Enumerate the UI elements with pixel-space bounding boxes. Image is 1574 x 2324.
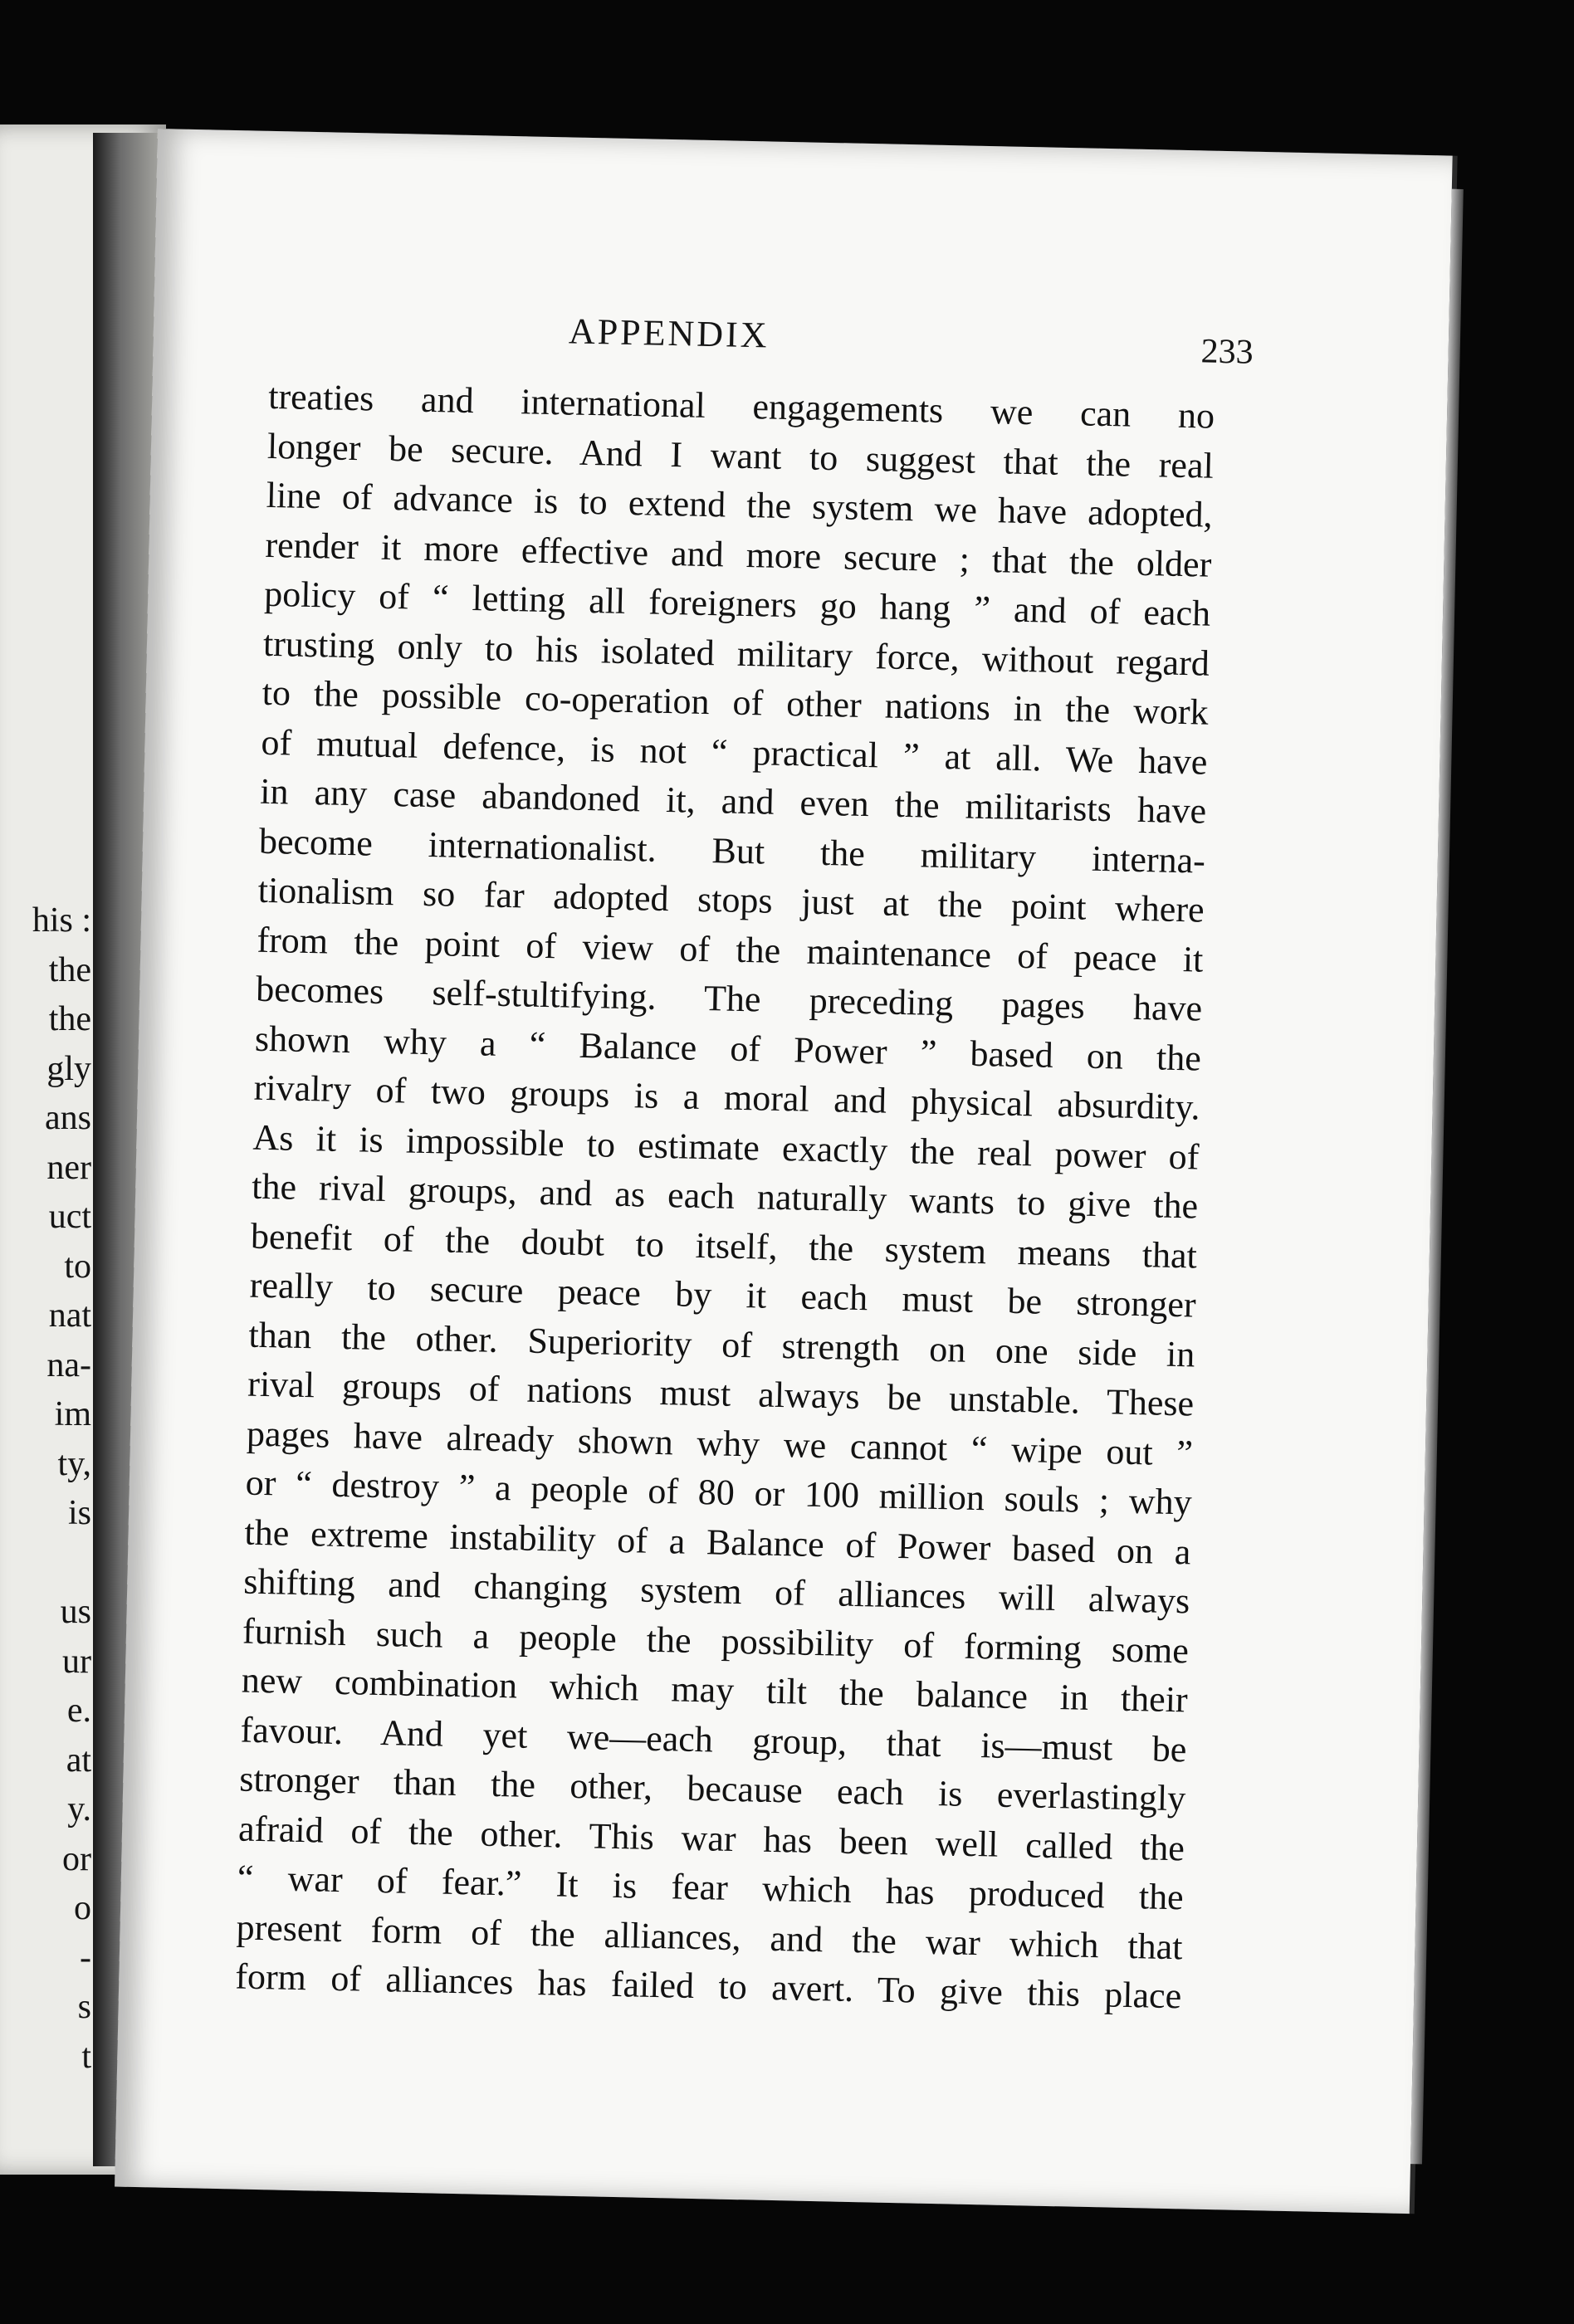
text-line: shifting and changing system of alliances will always [242, 1560, 1190, 1622]
text-line: of mutual defence, is not “ practical ” at all. We have [261, 721, 1208, 783]
text-line: rival groups of nations must always be unstable. These [247, 1363, 1195, 1424]
text-line: new combination which may tilt the balance in their [241, 1659, 1189, 1721]
text-line: stronger than the other, because each is everlastingly [238, 1758, 1186, 1819]
previous-page-fragment: - [80, 1938, 91, 1977]
text-line: to the possible co-operation of other nations in the work [262, 671, 1210, 733]
previous-page-fragment: us [60, 1593, 91, 1631]
text-line: the rival groups, and as each naturally wants to give the [251, 1165, 1199, 1227]
text-line: form of alliances has failed to avert. To give this place [234, 1955, 1182, 2017]
text-line: or “ destroy ” a people of 80 or 100 million souls ; why [245, 1462, 1193, 1523]
text-line: benefit of the doubt to itself, the system means that [250, 1215, 1198, 1277]
text-line: tionalism so far adopted stops just at the point where [257, 869, 1205, 930]
text-line: shown why a “ Balance of Power ” based on the [254, 1018, 1202, 1079]
text-line: the extreme instability of a Balance of Power based on a [244, 1511, 1191, 1572]
text-line: afraid of the other. This war has been well called the [237, 1807, 1185, 1868]
previous-page-fragment [0, 1539, 91, 1589]
previous-page-fragment: ans [45, 1099, 91, 1137]
previous-page-fragment: s [77, 1988, 91, 2026]
previous-page-fragment: y. [67, 1790, 91, 1828]
text-line: than the other. Superiority of strength on one side in [248, 1314, 1195, 1374]
text-line: becomes self-stultifying. The preceding pages have [255, 968, 1203, 1029]
text-line: become internationalist. But the military interna- [258, 820, 1206, 881]
previous-page-fragment: e. [66, 1692, 91, 1730]
previous-page-fragment: the [48, 950, 91, 989]
text-line: favour. And yet we—each group, that is—must be [240, 1709, 1187, 1770]
text-line: rivalry of two groups is a moral and physical absurdity. [253, 1067, 1201, 1128]
previous-page-fragment: or [62, 1839, 91, 1878]
page-number: 233 [1200, 332, 1254, 372]
book-page [115, 129, 1453, 2214]
text-line: trusting only to his isolated military force, without regard [262, 622, 1210, 684]
previous-page-fragment: at [66, 1741, 91, 1780]
previous-page-fragment: o [74, 1889, 91, 1927]
text-line: As it is impossible to estimate exactly the real power of [252, 1116, 1200, 1178]
text-line: present form of the alliances, and the war which that [236, 1906, 1183, 1967]
previous-page-fragment: ur [62, 1642, 91, 1681]
page-edge-shadow [1410, 189, 1464, 2165]
running-head: APPENDIX [568, 310, 770, 356]
previous-page-fragment: his : [32, 901, 91, 940]
text-line: pages have already shown why we cannot “ wipe out ” [246, 1413, 1194, 1473]
previous-page-fragment: ner [46, 1148, 91, 1187]
previous-page-fragment: im [54, 1395, 91, 1433]
text-line: furnish such a people the possibility of forming some [242, 1610, 1190, 1671]
previous-page-fragment: is [67, 1494, 91, 1532]
previous-page-fragment: to [64, 1247, 91, 1286]
text-line: longer be secure. And I want to suggest that the real [266, 425, 1215, 486]
text-line: from the point of view of the maintenance of peace it [257, 919, 1204, 980]
body-text [235, 372, 1215, 2021]
previous-page-fragment: t [81, 2037, 91, 2076]
text-line: policy of “ letting all foreigners go hang ” and of each [263, 573, 1211, 634]
text-line: in any case abandoned it, and even the militarists have [259, 770, 1207, 832]
previous-page-fragment: nat [48, 1296, 91, 1335]
previous-page-fragment: the [48, 1000, 91, 1038]
text-line: render it more effective and more secure ; that the older [265, 524, 1212, 585]
previous-page-fragment: ty, [57, 1444, 91, 1483]
text-line: line of advance is to extend the system we have adopted, [266, 474, 1214, 535]
text-line: “ war of fear.” It is fear which has produced the [237, 1857, 1185, 1918]
previous-page-text-fragments [0, 896, 91, 2082]
previous-page-fragment: na- [46, 1345, 91, 1384]
previous-page-fragment: uct [48, 1198, 91, 1236]
text-line: treaties and international engagements we can no [267, 375, 1215, 437]
previous-page-fragment: gly [46, 1049, 91, 1088]
text-line: really to secure peace by it each must be stronger [249, 1264, 1197, 1326]
